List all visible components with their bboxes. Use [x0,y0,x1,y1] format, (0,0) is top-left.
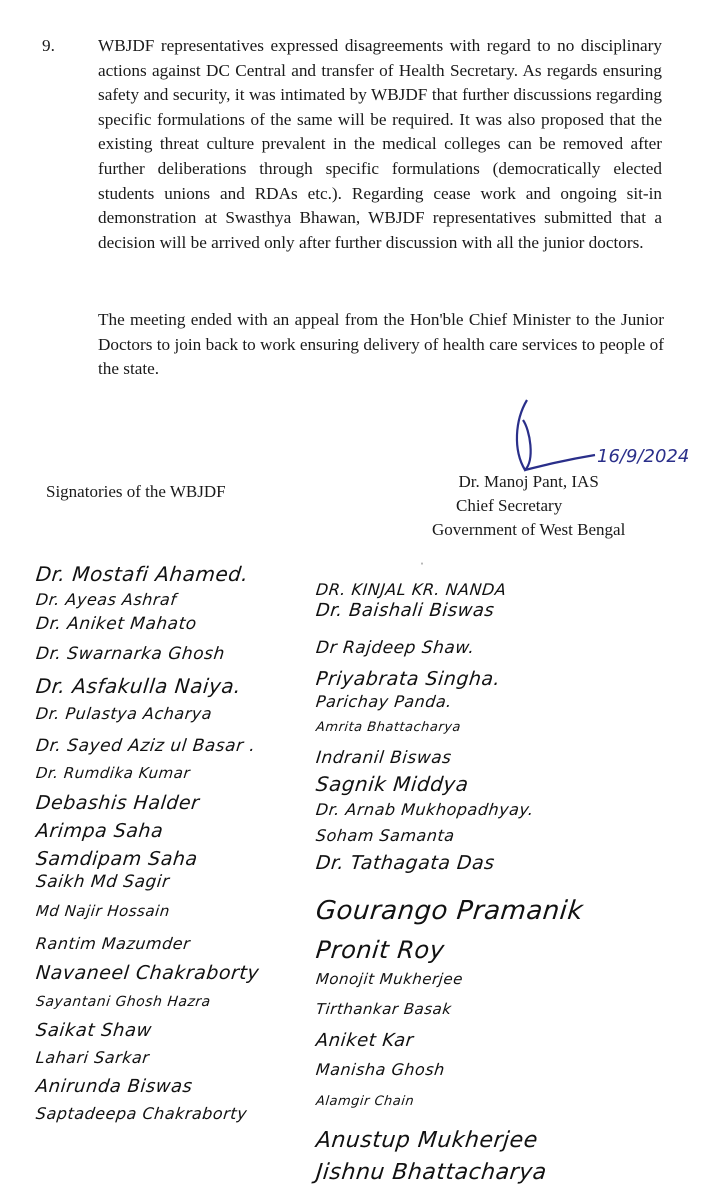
signature: Alamgir Chain [315,1094,415,1109]
minutes-paragraph: WBJDF representatives expressed disagreements with regard to no disciplinary actions against DC Central and transfer of Health Secretary. As regards ensuring safety and security, it was intimated by WBJDF that further discussions regarding specific formulations of the same will be required. It was also proposed that the existing threat culture prevalent in the medical colleges can be removed after further deliberations through specific formulations (democratically elected students unions and RDAs etc.). Regarding cease work and ongoing sit-in demonstration at Swasthya Bhawan, WBJDF representatives submitted that a decision will be arrived only after further discussion with all the junior doctors. [98,36,662,252]
signature: Soham Samanta [315,826,456,845]
closing-paragraph: The meeting ended with an appeal from the Hon'ble Chief Minister to the Junior Doctors to join back to work ensuring delivery of health care services to people of the state. [98,310,664,379]
chief-secretary-signature [505,390,690,480]
signature: Dr. Pulastya Acharya [35,704,214,723]
signature: DR. KINJAL KR. NANDA [315,580,508,599]
item-number: 9. [42,36,55,55]
signature: Gourango Pramanik [314,896,585,926]
signature: Dr. Arnab Mukhopadhyay. [315,800,535,819]
signature: Anirunda Biswas [34,1076,194,1097]
signature: Manisha Ghosh [315,1060,446,1079]
signature: Lahari Sarkar [35,1048,151,1067]
signature: Priyabrata Singha. [314,668,502,690]
signature: Aniket Kar [314,1030,415,1051]
signature: Dr. Baishali Biswas [314,600,496,621]
signature: Anustup Mukherjee [314,1128,540,1153]
signature: Navaneel Chakraborty [34,962,261,984]
signature-date: 16/9/2024 [597,446,690,467]
chief-secretary-name: Dr. Manoj Pant, IAS [458,472,599,491]
signature: Debashis Halder [34,792,201,814]
signature: Amrita Bhattacharya [315,720,462,735]
signature: Dr. Rumdika Kumar [35,764,192,782]
signature: Dr. Ayeas Ashraf [35,590,178,609]
signature: Saikat Shaw [34,1020,153,1041]
signature: Saptadeepa Chakraborty [35,1104,249,1123]
signature: Jishnu Bhattacharya [314,1160,549,1185]
signature: Pronit Roy [314,936,446,964]
signature: Sagnik Middya [314,772,470,796]
chief-secretary-title: Chief Secretary [456,496,563,515]
signature: Dr. Swarnarka Ghosh [34,644,226,664]
signature: Dr. Mostafi Ahamed. [34,562,250,586]
signature: Indranil Biswas [314,748,453,768]
stray-mark: ˈ [420,560,424,574]
signature: Rantim Mazumder [35,934,192,953]
signature: Monojit Mukherjee [315,970,464,988]
signature: Saikh Md Sagir [34,872,171,892]
signature: Dr. Asfakulla Naiya. [34,674,243,698]
chief-secretary-block [432,470,625,542]
signature: Sayantani Ghosh Hazra [35,994,212,1010]
signature: Tirthankar Basak [315,1000,453,1018]
signature: Dr. Sayed Aziz ul Basar . [34,736,257,756]
signature: Arimpa Saha [34,820,165,842]
chief-secretary-org: Government of West Bengal [432,520,626,539]
signature: Dr Rajdeep Shaw. [314,638,476,658]
signature: Parichay Panda. [315,692,453,711]
signature: Samdipam Saha [34,848,199,870]
signature: Md Najir Hossain [35,902,171,920]
signature: Dr. Aniket Mahato [34,614,198,634]
signature: Dr. Tathagata Das [314,852,496,874]
signatories-label: Signatories of the WBJDF [46,482,226,501]
